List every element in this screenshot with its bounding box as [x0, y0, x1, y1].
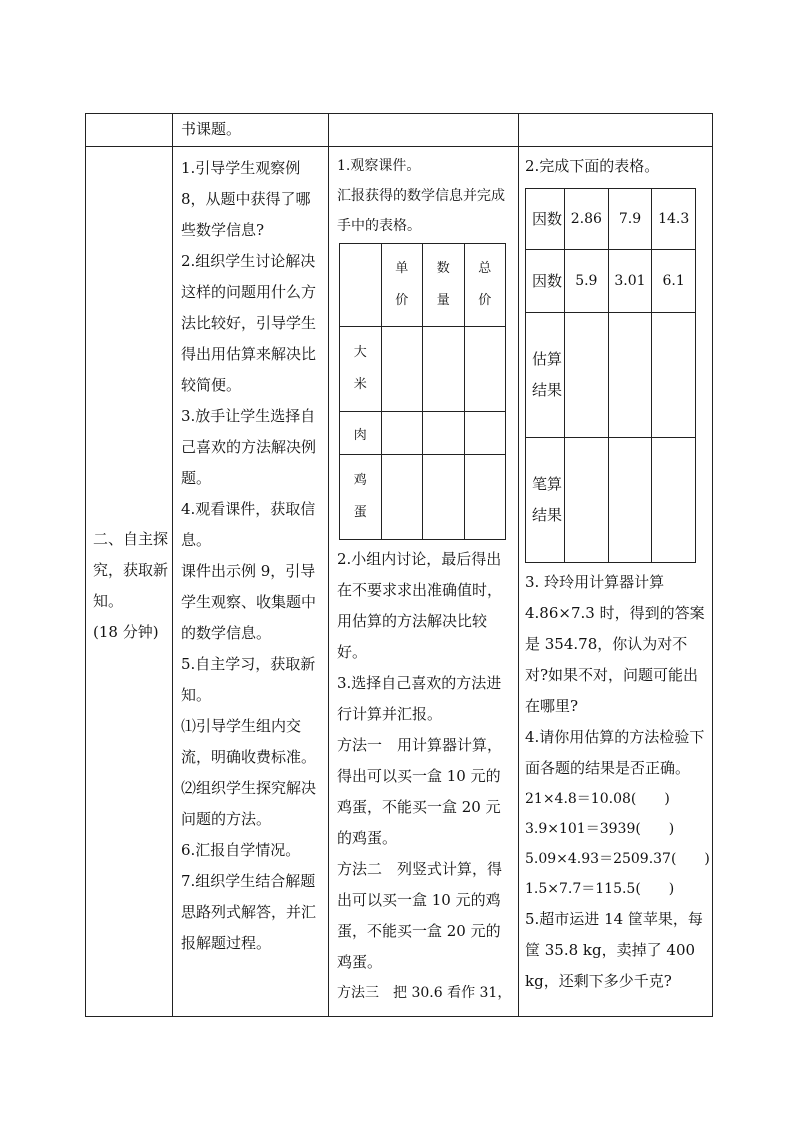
student-method: 方法三 把 30.6 看作 31，	[337, 985, 512, 1001]
student-activities	[329, 147, 518, 241]
student-step: 1.观察课件。	[337, 158, 421, 174]
stage-label	[86, 524, 172, 648]
lesson-plan-table	[85, 113, 713, 1017]
table-cell	[464, 455, 506, 540]
value-cell: 3.01	[608, 250, 652, 313]
header-quantity	[423, 244, 465, 327]
header-unit-price	[381, 244, 423, 327]
header-text: 数量	[436, 261, 450, 308]
teacher-step: 6.汇报自学情况。	[181, 841, 301, 859]
student-activity-cell	[329, 147, 519, 1017]
student-step: 3.选择自己喜欢的方法进行计算并汇报。	[337, 674, 502, 723]
stage-duration: (18 分钟)	[93, 623, 159, 641]
exercise-item: 3. 玲玲用计算器计算 4.86×7.3 时，得到的答案是 354.78，你认为对不对?如果不对，问题可能出在哪里?	[525, 573, 705, 715]
exercise-heading	[519, 147, 712, 182]
table-row	[526, 250, 696, 313]
student-method: 方法二 列竖式计算，得出可以买一盒 10 元的鸡蛋，不能买一盒 20 元的鸡蛋。	[337, 860, 503, 971]
value-cell: 5.9	[565, 250, 609, 313]
label-factor-2: 因数	[526, 250, 565, 313]
teacher-cell-top	[173, 114, 329, 147]
table-row	[340, 412, 506, 455]
value-cell: 14.3	[652, 189, 696, 250]
table-cell	[423, 455, 465, 540]
teacher-step: ⑴引导学生组内交流，明确收费标准。	[181, 717, 317, 766]
stage-cell-empty	[86, 114, 173, 147]
table-cell	[381, 327, 423, 412]
exercise-list	[519, 567, 712, 997]
label-estimate: 估算结果	[526, 313, 565, 438]
student-step: 汇报获得的数学信息并完成手中的表格。	[337, 188, 505, 234]
teacher-step: 2.组织学生讨论解决这样的问题用什么方法比较好，引导学生得出用估算来解决比较简便。	[181, 252, 317, 394]
row-text: 肉	[353, 427, 367, 443]
info-table	[339, 243, 506, 540]
label-written: 笔算结果	[526, 438, 565, 563]
teacher-step: 1.引导学生观察例 8，从题中获得了哪些数学信息?	[181, 159, 311, 239]
value-cell: 7.9	[608, 189, 652, 250]
exercise-item: 4.请你用估算的方法检验下面各题的结果是否正确。	[525, 728, 705, 777]
table-row	[340, 327, 506, 412]
teacher-text: 书课题。	[181, 120, 242, 138]
table-cell	[464, 412, 506, 455]
value-cell: 2.86	[565, 189, 609, 250]
stage-title: 二、自主探究，获取新知。	[93, 530, 169, 610]
teacher-step: 课件出示例 9，引导学生观察、收集题中的数学信息。	[181, 562, 317, 642]
row-text: 鸡蛋	[353, 473, 367, 520]
row-text: 大米	[353, 345, 367, 392]
table-cell	[565, 313, 609, 438]
factor-table	[525, 188, 696, 563]
row-label-eggs	[340, 455, 382, 540]
header-total	[464, 244, 506, 327]
check-item: 21×4.8＝10.08( )	[525, 791, 670, 807]
header-text: 总价	[478, 261, 492, 308]
teacher-step: 3.放手让学生选择自己喜欢的方法解决例题。	[181, 407, 317, 487]
table-row	[340, 244, 506, 327]
table-cell	[381, 412, 423, 455]
label-factor-1: 因数	[526, 189, 565, 250]
table-row	[526, 438, 696, 563]
student-activities-continued	[329, 544, 518, 1008]
student-method: 方法一 用计算器计算，得出可以买一盒 10 元的鸡蛋，不能买一盒 20 元的鸡蛋。	[337, 736, 503, 847]
table-row	[340, 455, 506, 540]
table-row	[86, 147, 713, 1017]
table-row	[526, 189, 696, 250]
student-cell-top	[329, 114, 519, 147]
teacher-activities	[173, 147, 328, 959]
table-cell	[381, 455, 423, 540]
stage-cell	[86, 147, 173, 1017]
table-row	[526, 313, 696, 438]
value-cell: 6.1	[652, 250, 696, 313]
check-item: 3.9×101＝3939( )	[525, 821, 675, 837]
teacher-activity-cell	[173, 147, 329, 1017]
header-text: 单价	[395, 261, 409, 308]
table-cell	[652, 313, 696, 438]
exercise-cell	[519, 147, 713, 1017]
teacher-step: ⑵组织学生探究解决问题的方法。	[181, 779, 317, 828]
table-cell	[608, 313, 652, 438]
teacher-step: 7.组织学生结合解题思路列式解答，并汇报解题过程。	[181, 872, 317, 952]
table-cell	[464, 327, 506, 412]
row-label-rice	[340, 327, 382, 412]
exercise-cell-top	[519, 114, 713, 147]
exercise-item: 2.完成下面的表格。	[525, 157, 660, 175]
exercise-item: 5.超市运进 14 筐苹果，每筐 35.8 kg，卖掉了 400 kg，还剩下多少千克?	[525, 910, 703, 990]
teacher-step: 5.自主学习，获取新知。	[181, 655, 316, 704]
check-item: 5.09×4.93＝2509.37( )	[525, 851, 710, 867]
table-cell	[423, 412, 465, 455]
table-cell	[340, 244, 382, 327]
table-cell	[565, 438, 609, 563]
table-row	[86, 114, 713, 147]
row-label-meat	[340, 412, 382, 455]
table-cell	[423, 327, 465, 412]
table-cell	[652, 438, 696, 563]
teacher-step: 4.观看课件，获取信息。	[181, 500, 316, 549]
table-cell	[608, 438, 652, 563]
student-step: 2.小组内讨论，最后得出在不要求求出准确值时，用估算的方法解决比较好。	[337, 550, 503, 661]
check-item: 1.5×7.7＝115.5( )	[525, 881, 675, 897]
